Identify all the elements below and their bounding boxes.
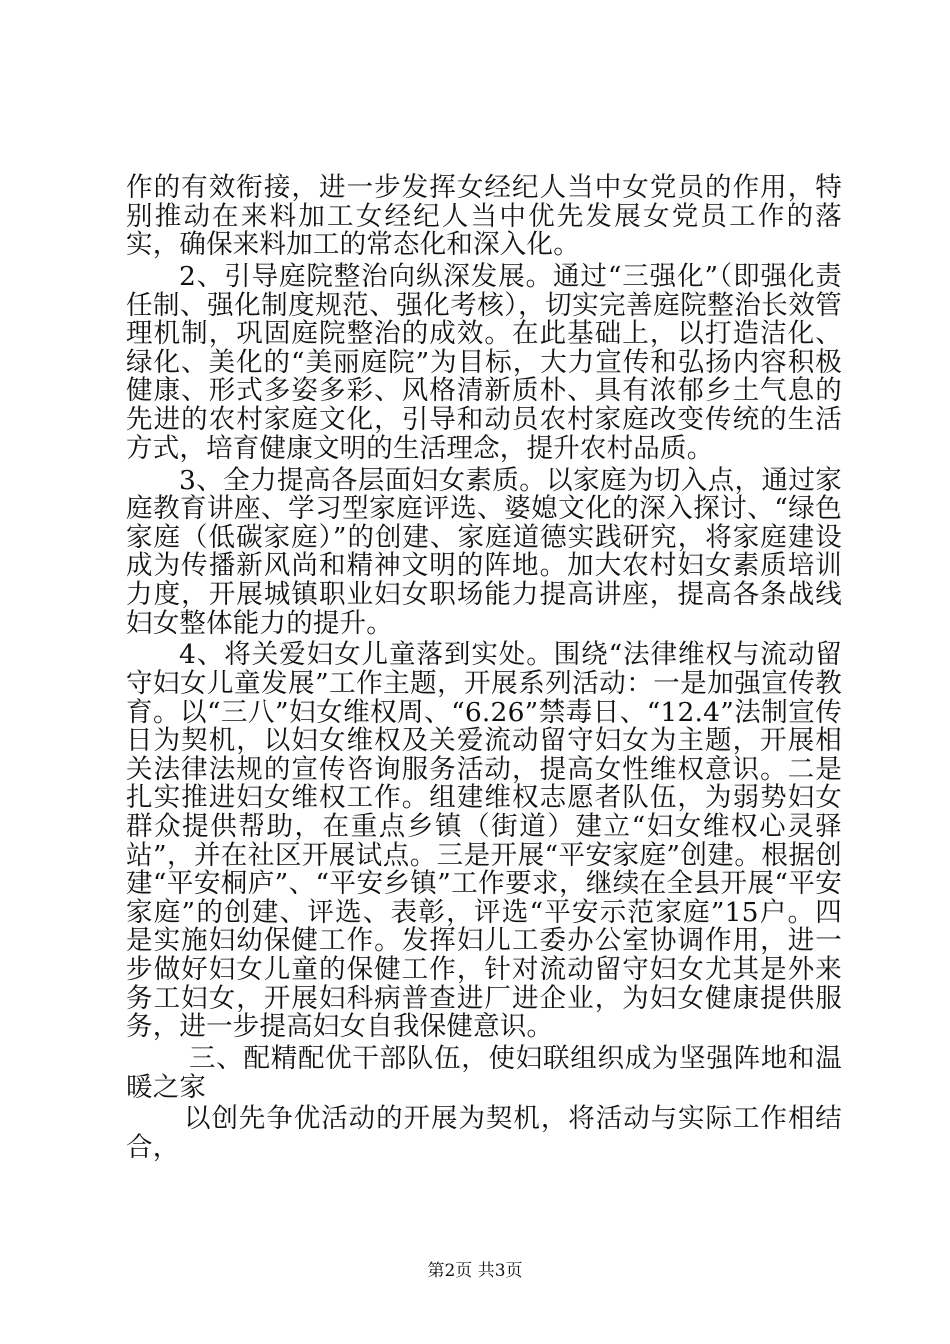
paragraph-courtyard: 2、引导庭院整治向纵深发展。通过“三强化”（即强化责任制、强化制度规范、强化考核），切实完善庭院整治长效管理机制，巩固庭院整治的成效。在此基础上，以打造洁化、绿化、美化的“美丽庭院”为目标，大力宣传和弘扬内容积极健康、形式多姿多彩、风格清新质朴、具有浓郁乡土气息的先进的农村家庭文化，引导和动员农村家庭改变传统的生活方式，培育健康文明的生活理念，提升农村品质。 (126, 261, 842, 464)
section-heading-three: 三、配精配优干部队伍，使妇联组织成为坚强阵地和温暖之家 (126, 1043, 842, 1103)
paragraph-section-three-intro: 以创先争优活动的开展为契机，将活动与实际工作相结合， (126, 1103, 842, 1164)
page-footer: 第2页 共3页 (427, 1261, 523, 1281)
paragraph-women-quality: 3、全力提高各层面妇女素质。以家庭为切入点，通过家庭教育讲座、学习型家庭评选、婆媳文化的深入探讨、“绿色家庭（低碳家庭）”的创建、家庭道德实践研究，将家庭建设成为传播新风尚和精神文明的阵地。加大农村妇女素质培训力度，开展城镇职业妇女职场能力提高讲座，提高各条战线妇女整体能力的提升。 (126, 464, 842, 639)
paragraph-care-women-children: 4、将关爱妇女儿童落到实处。围绕“法律维权与流动留守妇女儿童发展”工作主题，开展系列活动：一是加强宣传教育。以“三八”妇女维权周、“6.26”禁毒日、“12.4”法制宣传日为契机，以妇女维权及关爱流动留守妇女为主题，开展相关法律法规的宣传咨询服务活动，提高女性维权意识。二是扎实推进妇女维权工作。组建维权志愿者队伍，为弱势妇女群众提供帮助，在重点乡镇（街道）建立“妇女维权心灵驿站”，并在社区开展试点。三是开展“平安家庭”创建。根据创建“平安桐庐”、“平安乡镇”工作要求，继续在全县开展“平安家庭”的创建、评选、表彰，评选“平安示范家庭”15户。四是实施妇幼保健工作。发挥妇儿工委办公室协调作用，进一步做好妇女儿童的保健工作，针对流动留守妇女尤其是外来务工妇女，开展妇科病普查进厂进企业，为妇女健康提供服务，进一步提高妇女自我保健意识。 (126, 639, 842, 1043)
paragraph-continuation: 作的有效衔接，进一步发挥女经纪人当中女党员的作用，特别推动在来料加工女经纪人当中优先发展女党员工作的落实，确保来料加工的常态化和深入化。 (126, 172, 842, 261)
document-body (126, 174, 842, 1163)
